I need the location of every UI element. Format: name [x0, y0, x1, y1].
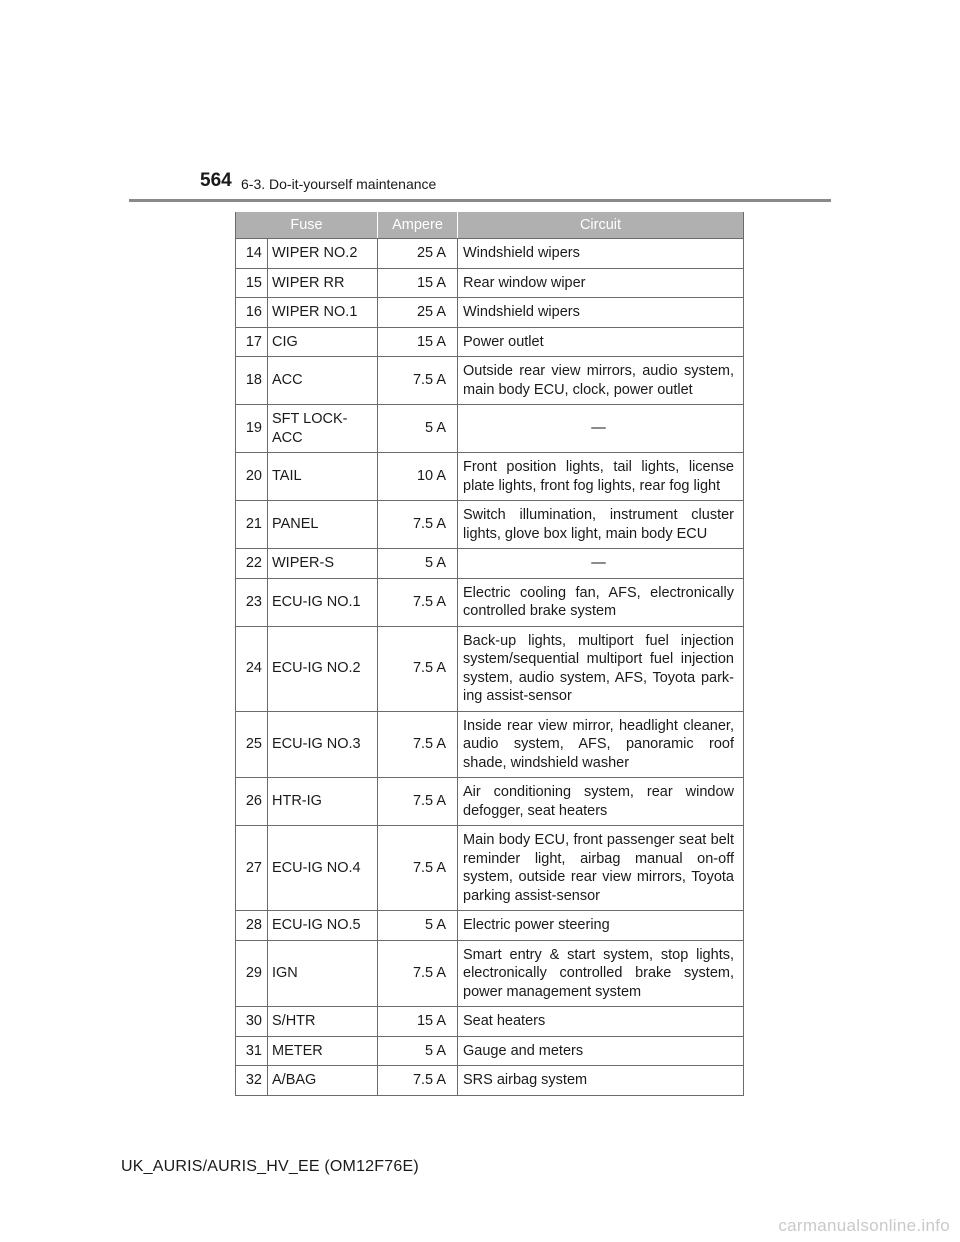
fuse-circuit: Front position lights, tail lights, license plate lights, front fog lights, rear fog light — [458, 453, 744, 501]
fuse-ampere: 5 A — [378, 1036, 458, 1066]
table-row — [236, 298, 744, 328]
fuse-number: 25 — [236, 711, 268, 778]
fuse-circuit: Windshield wipers — [458, 298, 744, 328]
fuse-number: 21 — [236, 501, 268, 549]
table-header-row — [236, 212, 744, 239]
fuse-number: 30 — [236, 1007, 268, 1037]
fuse-circuit: — — [458, 405, 744, 453]
table-body — [236, 239, 744, 1096]
fuse-number: 16 — [236, 298, 268, 328]
watermark: carmanualsonline.info — [778, 1216, 950, 1235]
fuse-number: 31 — [236, 1036, 268, 1066]
fuse-circuit: Back-up lights, multiport fuel injection system/sequential multiport fuel injection system, audio system, AFS, Toyota park-ing assist-sensor — [458, 626, 744, 711]
fuse-circuit: Rear window wiper — [458, 268, 744, 298]
fuse-ampere: 7.5 A — [378, 940, 458, 1007]
fuse-ampere: 25 A — [378, 239, 458, 269]
document-code: UK_AURIS/AURIS_HV_EE (OM12F76E) — [121, 1158, 419, 1175]
fuse-number: 22 — [236, 549, 268, 579]
fuse-circuit: SRS airbag system — [458, 1066, 744, 1096]
fuse-circuit: Air conditioning system, rear window defogger, seat heaters — [458, 778, 744, 826]
table-row — [236, 778, 744, 826]
table-row — [236, 268, 744, 298]
table-row — [236, 357, 744, 405]
table-row — [236, 911, 744, 941]
table-row — [236, 940, 744, 1007]
fuse-circuit: Electric cooling fan, AFS, electronically controlled brake system — [458, 578, 744, 626]
fuse-number: 29 — [236, 940, 268, 1007]
table-row — [236, 549, 744, 579]
fuse-ampere: 5 A — [378, 405, 458, 453]
table-row — [236, 453, 744, 501]
fuse-name: IGN — [268, 940, 378, 1007]
fuse-ampere: 10 A — [378, 453, 458, 501]
fuse-name: ECU-IG NO.5 — [268, 911, 378, 941]
table-row — [236, 826, 744, 911]
fuse-ampere: 7.5 A — [378, 711, 458, 778]
table-row — [236, 327, 744, 357]
fuse-name: WIPER NO.1 — [268, 298, 378, 328]
fuse-ampere: 25 A — [378, 298, 458, 328]
fuse-name: WIPER RR — [268, 268, 378, 298]
fuse-number: 14 — [236, 239, 268, 269]
table-row — [236, 626, 744, 711]
fuse-name: PANEL — [268, 501, 378, 549]
fuse-circuit: Windshield wipers — [458, 239, 744, 269]
header-divider — [129, 199, 831, 202]
fuse-circuit: Power outlet — [458, 327, 744, 357]
fuse-ampere: 7.5 A — [378, 626, 458, 711]
fuse-circuit: Switch illumination, instrument cluster lights, glove box light, main body ECU — [458, 501, 744, 549]
fuse-circuit: Gauge and meters — [458, 1036, 744, 1066]
table-row — [236, 578, 744, 626]
fuse-name: ECU-IG NO.2 — [268, 626, 378, 711]
fuse-name: TAIL — [268, 453, 378, 501]
fuse-name: ACC — [268, 357, 378, 405]
fuse-number: 27 — [236, 826, 268, 911]
table-row — [236, 1066, 744, 1096]
fuse-circuit: Outside rear view mirrors, audio system, main body ECU, clock, power outlet — [458, 357, 744, 405]
fuse-number: 28 — [236, 911, 268, 941]
fuse-name: WIPER NO.2 — [268, 239, 378, 269]
fuse-number: 17 — [236, 327, 268, 357]
fuse-name: SFT LOCK-ACC — [268, 405, 378, 453]
fuse-number: 19 — [236, 405, 268, 453]
fuse-number: 20 — [236, 453, 268, 501]
fuse-number: 23 — [236, 578, 268, 626]
fuse-name: A/BAG — [268, 1066, 378, 1096]
fuse-name: WIPER-S — [268, 549, 378, 579]
fuse-name: S/HTR — [268, 1007, 378, 1037]
fuse-ampere: 7.5 A — [378, 501, 458, 549]
fuse-circuit: Inside rear view mirror, headlight cleaner, audio system, AFS, panoramic roof shade, windshield washer — [458, 711, 744, 778]
fuse-table — [235, 212, 744, 1096]
fuse-circuit: — — [458, 549, 744, 579]
fuse-ampere: 7.5 A — [378, 1066, 458, 1096]
fuse-number: 26 — [236, 778, 268, 826]
fuse-circuit: Seat heaters — [458, 1007, 744, 1037]
fuse-name: CIG — [268, 327, 378, 357]
table-row — [236, 711, 744, 778]
table-row — [236, 239, 744, 269]
fuse-name: ECU-IG NO.1 — [268, 578, 378, 626]
column-header-fuse: Fuse — [236, 212, 378, 239]
fuse-ampere: 5 A — [378, 911, 458, 941]
fuse-number: 18 — [236, 357, 268, 405]
fuse-ampere: 7.5 A — [378, 826, 458, 911]
fuse-ampere: 7.5 A — [378, 578, 458, 626]
fuse-name: ECU-IG NO.4 — [268, 826, 378, 911]
fuse-number: 24 — [236, 626, 268, 711]
fuse-ampere: 7.5 A — [378, 778, 458, 826]
fuse-circuit: Main body ECU, front passenger seat belt reminder light, airbag manual on-off system, outside rear view mirrors, Toyota parking assist-sensor — [458, 826, 744, 911]
fuse-ampere: 15 A — [378, 327, 458, 357]
table-row — [236, 1036, 744, 1066]
fuse-ampere: 15 A — [378, 268, 458, 298]
fuse-number: 32 — [236, 1066, 268, 1096]
fuse-number: 15 — [236, 268, 268, 298]
table-row — [236, 501, 744, 549]
column-header-circuit: Circuit — [458, 212, 744, 239]
fuse-name: METER — [268, 1036, 378, 1066]
section-title: 6-3. Do-it-yourself maintenance — [241, 176, 437, 192]
fuse-ampere: 7.5 A — [378, 357, 458, 405]
fuse-name: ECU-IG NO.3 — [268, 711, 378, 778]
fuse-circuit: Electric power steering — [458, 911, 744, 941]
table-row — [236, 1007, 744, 1037]
fuse-name: HTR-IG — [268, 778, 378, 826]
fuse-ampere: 15 A — [378, 1007, 458, 1037]
page-number: 564 — [200, 170, 232, 191]
column-header-ampere: Ampere — [378, 212, 458, 239]
table-row — [236, 405, 744, 453]
fuse-ampere: 5 A — [378, 549, 458, 579]
fuse-circuit: Smart entry & start system, stop lights, electronically controlled brake system, power management system — [458, 940, 744, 1007]
